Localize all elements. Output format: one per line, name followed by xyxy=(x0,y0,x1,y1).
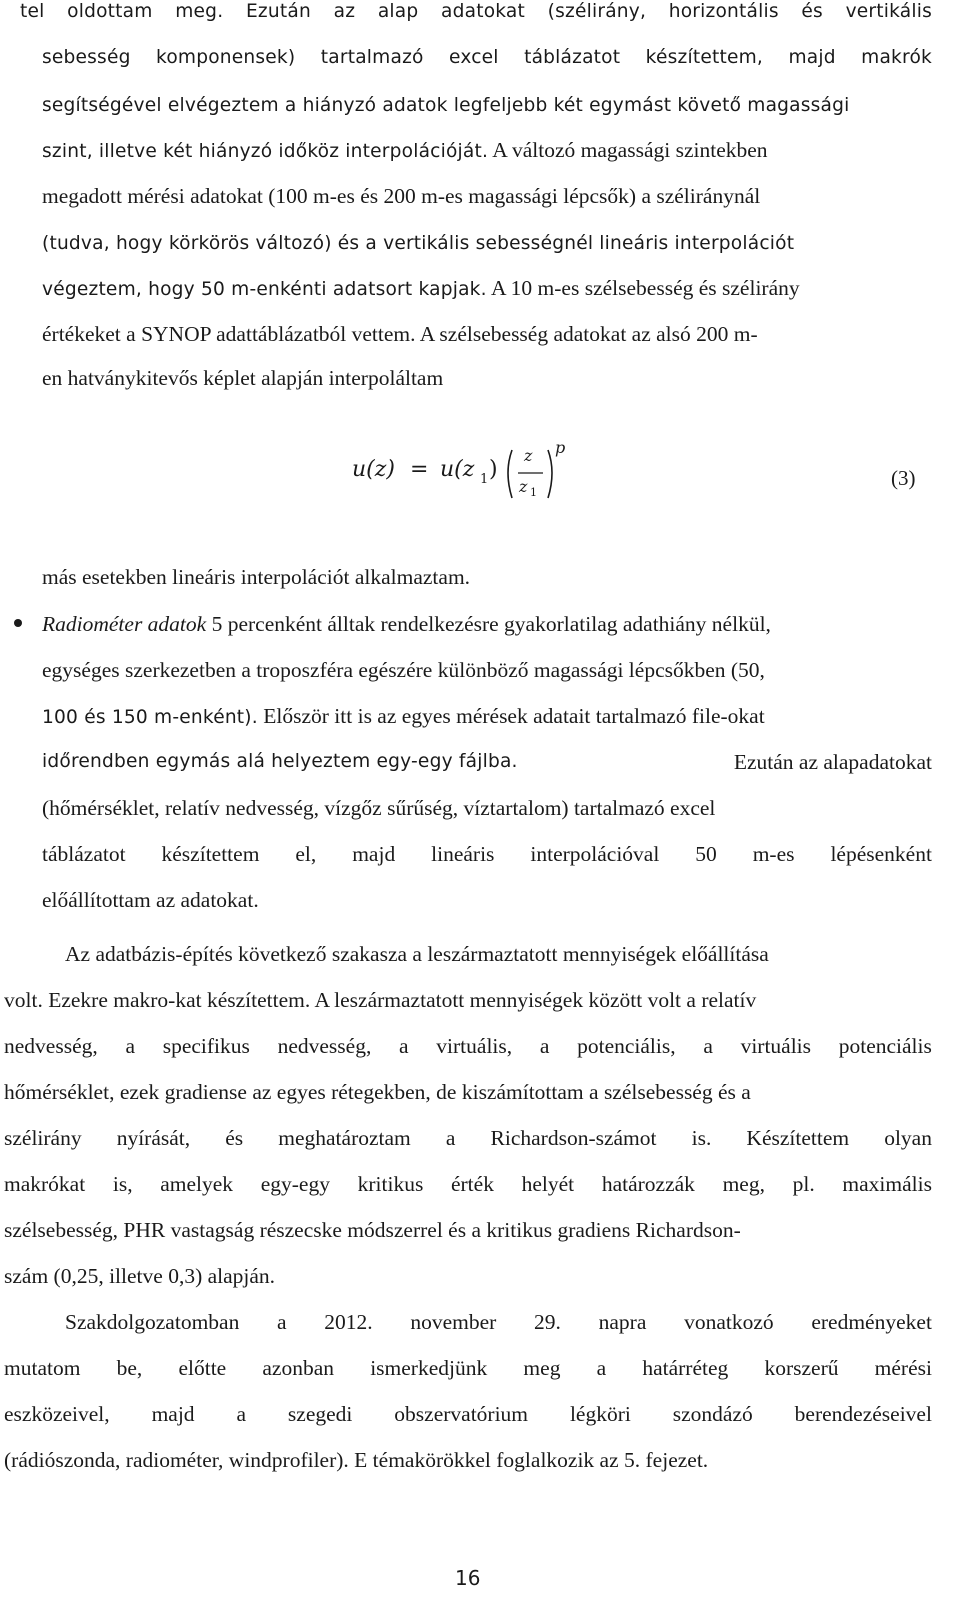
text-word: be, xyxy=(116,1356,143,1380)
text-word: táblázatot xyxy=(42,842,126,866)
text-line xyxy=(4,1356,932,1380)
text-line xyxy=(42,138,768,164)
text-word: meghatároztam xyxy=(278,1126,411,1150)
text-segment: szám (0,25, illetve 0,3) alapján. xyxy=(4,1264,276,1288)
text-word: ismerkedjünk xyxy=(370,1356,488,1380)
text-line xyxy=(42,888,259,912)
text-word: oldottam xyxy=(67,1,153,22)
text-line xyxy=(4,1402,932,1426)
text-line xyxy=(42,276,800,302)
text-word: olyan xyxy=(884,1126,932,1150)
text-word: majd xyxy=(151,1402,195,1426)
text-word: a xyxy=(125,1034,135,1058)
text-word: november xyxy=(410,1310,497,1334)
text-word: a xyxy=(445,1126,456,1150)
text-segment: megadott mérési adatokat (100 m-es és 200 m-es magassági lépcsők) a széliránynál xyxy=(42,184,761,208)
text-line xyxy=(42,842,932,866)
text-word: eredményeket xyxy=(811,1310,932,1334)
text-word: tel xyxy=(20,1,45,22)
text-segment: Radiométer adatok xyxy=(42,612,207,636)
text-line xyxy=(42,704,765,730)
text-word: szondázó xyxy=(672,1402,753,1426)
text-word: 2012. xyxy=(324,1310,373,1334)
text-line xyxy=(4,1126,932,1150)
text-line xyxy=(42,184,760,208)
text-word: virtuális, xyxy=(436,1034,513,1058)
text-word: horizontális xyxy=(668,1,779,22)
text-segment: 100 és 150 m-enként). xyxy=(42,707,258,728)
text-segment: végeztem, hogy 50 m-enkénti adatsort kapjak. xyxy=(42,279,487,300)
text-segment: Az adatbázis-építés következő szakasza a leszármaztatott mennyiségek előállítása xyxy=(65,942,769,966)
text-word: majd xyxy=(352,842,396,866)
text-word: Richardson-számot xyxy=(490,1126,657,1150)
text-word: korszerű xyxy=(764,1356,839,1380)
text-word: 50 xyxy=(695,842,717,866)
text-word: adatokat xyxy=(441,1,526,22)
text-word: 29. xyxy=(534,1310,561,1334)
equation-rhs-close: ) xyxy=(489,457,498,482)
text-segment: (rádiószonda, radiométer, windprofiler). E témakörökkel foglalkozik az 5. fejezet. xyxy=(4,1448,709,1472)
text-word: tartalmazó xyxy=(320,47,424,68)
text-word: meg, xyxy=(722,1172,765,1196)
text-word: készítettem xyxy=(161,842,260,866)
text-line xyxy=(42,322,758,346)
equation-fraction-numerator: z xyxy=(524,446,533,465)
text-line xyxy=(42,750,932,774)
text-word: Ezután xyxy=(245,1,311,22)
equation-equals: = xyxy=(410,457,429,482)
text-word: vonatkozó xyxy=(684,1310,774,1334)
text-segment: egységes szerkezetben a troposzféra egészére különböző magassági lépcsőkben (50, xyxy=(42,658,765,682)
text-word: meg. xyxy=(175,1,224,22)
text-word: azonban xyxy=(262,1356,335,1380)
text-word: obszervatórium xyxy=(394,1402,529,1426)
equation-lhs: u(z) xyxy=(352,457,395,482)
text-word: a xyxy=(596,1356,607,1380)
text-word: a xyxy=(236,1402,247,1426)
text-word: is, xyxy=(112,1172,133,1196)
text-word: eszközeivel, xyxy=(4,1402,110,1426)
bullet-icon xyxy=(14,619,22,627)
text-word: határozzák xyxy=(601,1172,695,1196)
text-line xyxy=(42,46,932,70)
text-word: napra xyxy=(598,1310,647,1334)
text-line xyxy=(42,565,470,589)
text-word: meg xyxy=(523,1356,561,1380)
text-word: lépésenként xyxy=(830,842,932,866)
text-segment: más esetekben lineáris interpolációt alkalmaztam. xyxy=(42,565,471,589)
equation xyxy=(352,438,572,512)
text-segment: en hatványkitevős képlet alapján interpoláltam xyxy=(42,366,444,390)
text-word: nedvesség, xyxy=(4,1034,98,1058)
text-line xyxy=(65,1310,932,1334)
text-word: alap xyxy=(377,1,419,22)
text-word: az xyxy=(333,1,356,22)
equation-fraction-denominator: z xyxy=(519,477,528,496)
text-word: előtte xyxy=(178,1356,227,1380)
text-word: potenciális xyxy=(838,1034,932,1058)
text-word: a xyxy=(399,1034,409,1058)
text-word: határréteg xyxy=(642,1356,729,1380)
text-segment: volt. Ezekre makro-kat készítettem. A leszármaztatott mennyiségek között volt a relatív xyxy=(4,988,757,1012)
page-number: 16 xyxy=(455,1566,481,1590)
text-word: Szakdolgozatomban xyxy=(65,1310,240,1334)
text-line xyxy=(4,1218,741,1242)
text-segment: értékeket a SYNOP adattáblázatból vettem. xyxy=(42,322,416,346)
text-segment: segítségével elvégeztem a hiányzó adatok legfeljebb két egymást követő magassági xyxy=(42,95,850,116)
text-word: vertikális xyxy=(845,1,932,22)
text-word: táblázatot xyxy=(524,47,621,68)
text-word: sebesség xyxy=(42,47,131,68)
text-word: potenciális, xyxy=(577,1034,676,1058)
text-word: érték xyxy=(450,1172,494,1196)
text-line xyxy=(4,1264,275,1288)
text-word: nyírását, xyxy=(116,1126,191,1150)
text-word: excel xyxy=(449,47,499,68)
text-word: Készítettem xyxy=(746,1126,850,1150)
equation-number: (3) xyxy=(891,466,916,490)
text-word: el, xyxy=(295,842,317,866)
text-line xyxy=(4,988,756,1012)
text-word: komponensek) xyxy=(156,47,296,68)
text-line xyxy=(65,942,769,966)
text-word: egy-egy xyxy=(260,1172,330,1196)
text-segment: időrendben egymás alá helyeztem egy-egy fájlba. xyxy=(42,751,518,772)
text-word: m-es xyxy=(752,842,795,866)
text-line xyxy=(4,1080,751,1104)
text-word: szegedi xyxy=(287,1402,353,1426)
text-line xyxy=(42,796,715,820)
text-segment: (hőmérséklet, relatív nedvesség, vízgőz sűrűség, víztartalom) tartalmazó excel xyxy=(42,796,716,820)
text-word: a xyxy=(539,1034,550,1058)
text-line xyxy=(42,92,850,118)
text-word: szélirány xyxy=(4,1126,82,1150)
text-segment: A szélsebesség adatokat az alsó 200 m- xyxy=(415,322,758,346)
text-word: interpolációval xyxy=(530,842,660,866)
text-word: makrók xyxy=(861,47,932,68)
text-segment: A változó magassági szintekben xyxy=(488,138,768,162)
equation-fraction-denominator-subscript: 1 xyxy=(530,486,537,499)
text-segment: Először itt is az egyes mérések adatait tartalmazó file-okat xyxy=(257,704,765,728)
text-word: majd xyxy=(788,47,836,68)
text-word: is. xyxy=(691,1126,712,1150)
text-segment: szélsebesség, PHR vastagság részecske módszerrel és a kritikus gradiens Richardson- xyxy=(4,1218,741,1242)
text-word: helyét xyxy=(521,1172,575,1196)
text-word: a xyxy=(277,1310,287,1334)
text-line xyxy=(20,0,932,24)
text-word: virtuális xyxy=(740,1034,812,1058)
text-line xyxy=(42,612,771,636)
text-line xyxy=(4,1172,932,1196)
text-line xyxy=(4,1448,708,1472)
equation-exponent: p xyxy=(555,438,566,457)
text-line xyxy=(4,1034,932,1058)
text-word: és xyxy=(801,1,823,22)
text-segment: 5 percenként álltak rendelkezésre gyakorlatilag adathiány nélkül, xyxy=(206,612,771,636)
text-segment: szint, illetve két hiányzó időköz interpolációját. xyxy=(42,141,489,162)
text-word: amelyek xyxy=(160,1172,234,1196)
text-word: a xyxy=(703,1034,713,1058)
equation-rhs-subscript: 1 xyxy=(480,472,489,487)
text-word: készítettem, xyxy=(645,47,764,68)
text-word: kritikus xyxy=(357,1172,424,1196)
text-word: és xyxy=(225,1126,244,1150)
text-segment: előállítottam az adatokat. xyxy=(42,888,259,912)
text-line xyxy=(42,366,443,390)
equation-rhs-base: u(z xyxy=(440,457,475,482)
text-word: nedvesség, xyxy=(277,1034,372,1058)
text-segment: Ezután az alapadatokat xyxy=(733,750,932,774)
text-segment: A 10 m-es szélsebesség és szélirány xyxy=(486,276,800,300)
text-word: légköri xyxy=(569,1402,631,1426)
text-word: pl. xyxy=(792,1172,815,1196)
text-line xyxy=(42,230,794,256)
text-word: specifikus xyxy=(162,1034,250,1058)
text-word: mérési xyxy=(874,1356,932,1380)
text-word: maximális xyxy=(842,1172,932,1196)
text-line xyxy=(42,658,765,682)
text-word: makrókat xyxy=(4,1172,86,1196)
text-word: (szélirány, xyxy=(547,1,647,22)
text-word: lineáris xyxy=(431,842,495,866)
text-word: berendezéseivel xyxy=(794,1402,932,1426)
text-segment: hőmérséklet, ezek gradiense az egyes rétegekben, de kiszámítottam a szélsebesség és a xyxy=(4,1080,751,1104)
text-segment: (tudva, hogy körkörös változó) és a vertikális sebességnél lineáris interpolációt xyxy=(42,233,795,254)
text-word: mutatom xyxy=(4,1356,81,1380)
